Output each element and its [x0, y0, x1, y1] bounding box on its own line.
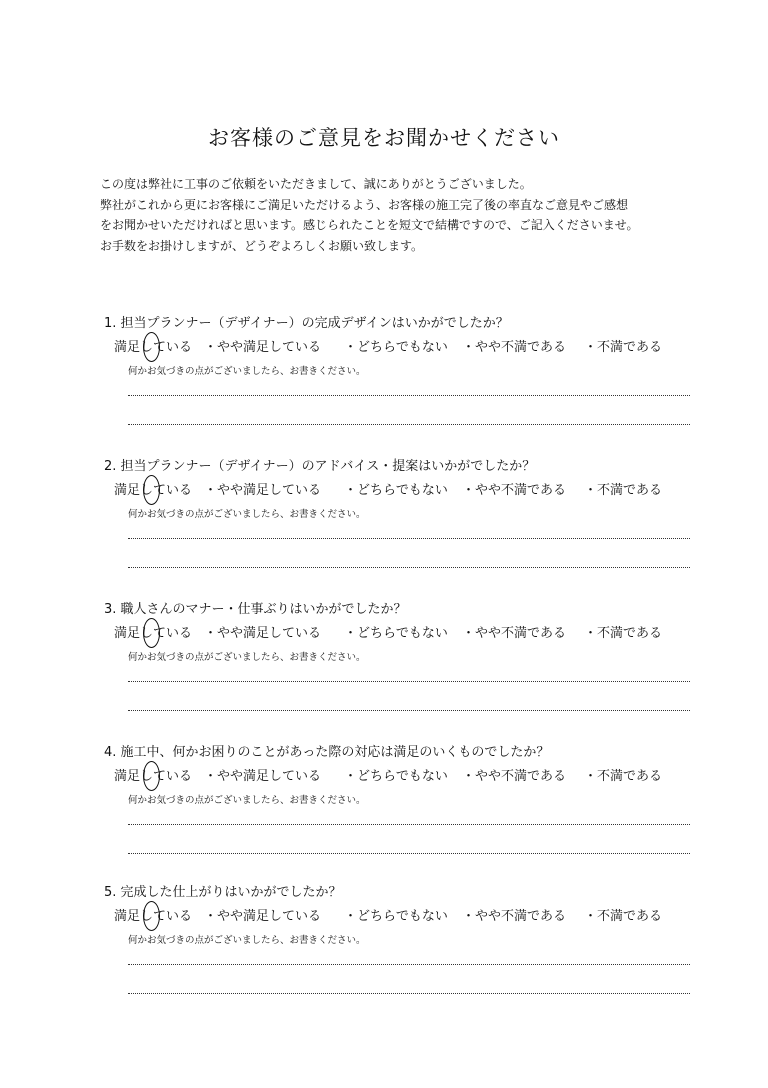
question-2 [104, 458, 724, 568]
option-neutral[interactable]: ・どちらでもない [344, 626, 448, 641]
option-satisfied[interactable]: 満足している [114, 483, 193, 498]
comment-line[interactable] [128, 853, 690, 854]
answer-options [104, 623, 724, 645]
intro-line: この度は弊社に工事のご依頼をいただきまして、誠にありがとうございました。 [100, 177, 532, 191]
comment-line[interactable] [128, 824, 690, 825]
answer-options [104, 337, 724, 359]
option-neutral[interactable]: ・どちらでもない [344, 340, 448, 355]
comment-line[interactable] [128, 681, 690, 682]
question-label: 2. 担当プランナー（デザイナー）のアドバイス・提案はいかがでしたか？ [104, 459, 536, 474]
comment-line[interactable] [128, 710, 690, 711]
option-somewhat-dissatisfied[interactable]: ・やや不満である [462, 909, 567, 924]
comment-line[interactable] [128, 993, 690, 994]
comment-line[interactable] [128, 395, 690, 396]
comment-prompt: 何かお気づきの点がございましたら、お書きください。 [128, 795, 366, 806]
option-neutral[interactable]: ・どちらでもない [344, 483, 448, 498]
option-somewhat-dissatisfied[interactable]: ・やや不満である [462, 769, 567, 784]
question-label: 4. 施工中、何かお困りのことがあった際の対応は満足のいくものでしたか？ [104, 745, 550, 760]
option-somewhat-satisfied[interactable]: ・やや満足している [204, 340, 322, 355]
option-somewhat-satisfied[interactable]: ・やや満足している [204, 483, 322, 498]
intro-line: お手数をお掛けしますが、どうぞよろしくお願い致します。 [100, 238, 424, 253]
comment-prompt: 何かお気づきの点がございましたら、お書きください。 [128, 935, 366, 946]
option-somewhat-dissatisfied[interactable]: ・やや不満である [462, 340, 567, 355]
selected-circle-mark [143, 761, 160, 791]
selected-circle-mark [143, 332, 160, 362]
option-satisfied[interactable]: 満足している [114, 909, 193, 924]
selected-circle-mark [143, 901, 160, 931]
answer-options [104, 766, 724, 788]
option-dissatisfied[interactable]: ・不満である [584, 769, 663, 784]
option-neutral[interactable]: ・どちらでもない [344, 909, 448, 924]
intro-paragraph [100, 174, 720, 256]
comment-line[interactable] [128, 964, 690, 965]
option-somewhat-satisfied[interactable]: ・やや満足している [204, 909, 322, 924]
question-1 [104, 315, 724, 425]
comment-prompt: 何かお気づきの点がございましたら、お書きください。 [128, 509, 366, 520]
option-somewhat-satisfied[interactable]: ・やや満足している [204, 769, 322, 784]
question-4 [104, 744, 724, 854]
selected-circle-mark [143, 475, 160, 505]
comment-line[interactable] [128, 424, 690, 425]
comment-prompt: 何かお気づきの点がございましたら、お書きください。 [128, 366, 366, 377]
option-somewhat-dissatisfied[interactable]: ・やや不満である [462, 483, 567, 498]
page-title: お客様のご意見をお聞かせください [208, 126, 560, 150]
option-neutral[interactable]: ・どちらでもない [344, 769, 448, 784]
intro-line: 弊社がこれから更にお客様にご満足いただけるよう、お客様の施工完了後の率直なご意見やご感想 [100, 197, 629, 212]
comment-prompt: 何かお気づきの点がございましたら、お書きください。 [128, 652, 366, 663]
option-dissatisfied[interactable]: ・不満である [584, 909, 663, 924]
option-dissatisfied[interactable]: ・不満である [584, 626, 663, 641]
option-dissatisfied[interactable]: ・不満である [584, 483, 663, 498]
option-somewhat-satisfied[interactable]: ・やや満足している [204, 626, 322, 641]
selected-circle-mark [143, 618, 160, 648]
question-label: 3. 職人さんのマナー・仕事ぶりはいかがでしたか？ [104, 602, 407, 617]
comment-line[interactable] [128, 567, 690, 568]
question-label: 5. 完成した仕上がりはいかがでしたか？ [104, 885, 342, 900]
question-label: 1. 担当プランナー（デザイナー）の完成デザインはいかがでしたか？ [104, 316, 509, 331]
option-somewhat-dissatisfied[interactable]: ・やや不満である [462, 626, 567, 641]
option-satisfied[interactable]: 満足している [114, 769, 193, 784]
option-dissatisfied[interactable]: ・不満である [584, 340, 663, 355]
question-5 [104, 884, 724, 994]
intro-line: をお聞かせいただければと思います。感じられたことを短文で結構ですので、ご記入くださいませ。 [100, 218, 639, 232]
comment-line[interactable] [128, 538, 690, 539]
option-satisfied[interactable]: 満足している [114, 626, 193, 641]
question-3 [104, 601, 724, 711]
answer-options [104, 906, 724, 928]
option-satisfied[interactable]: 満足している [114, 340, 193, 355]
answer-options [104, 480, 724, 502]
